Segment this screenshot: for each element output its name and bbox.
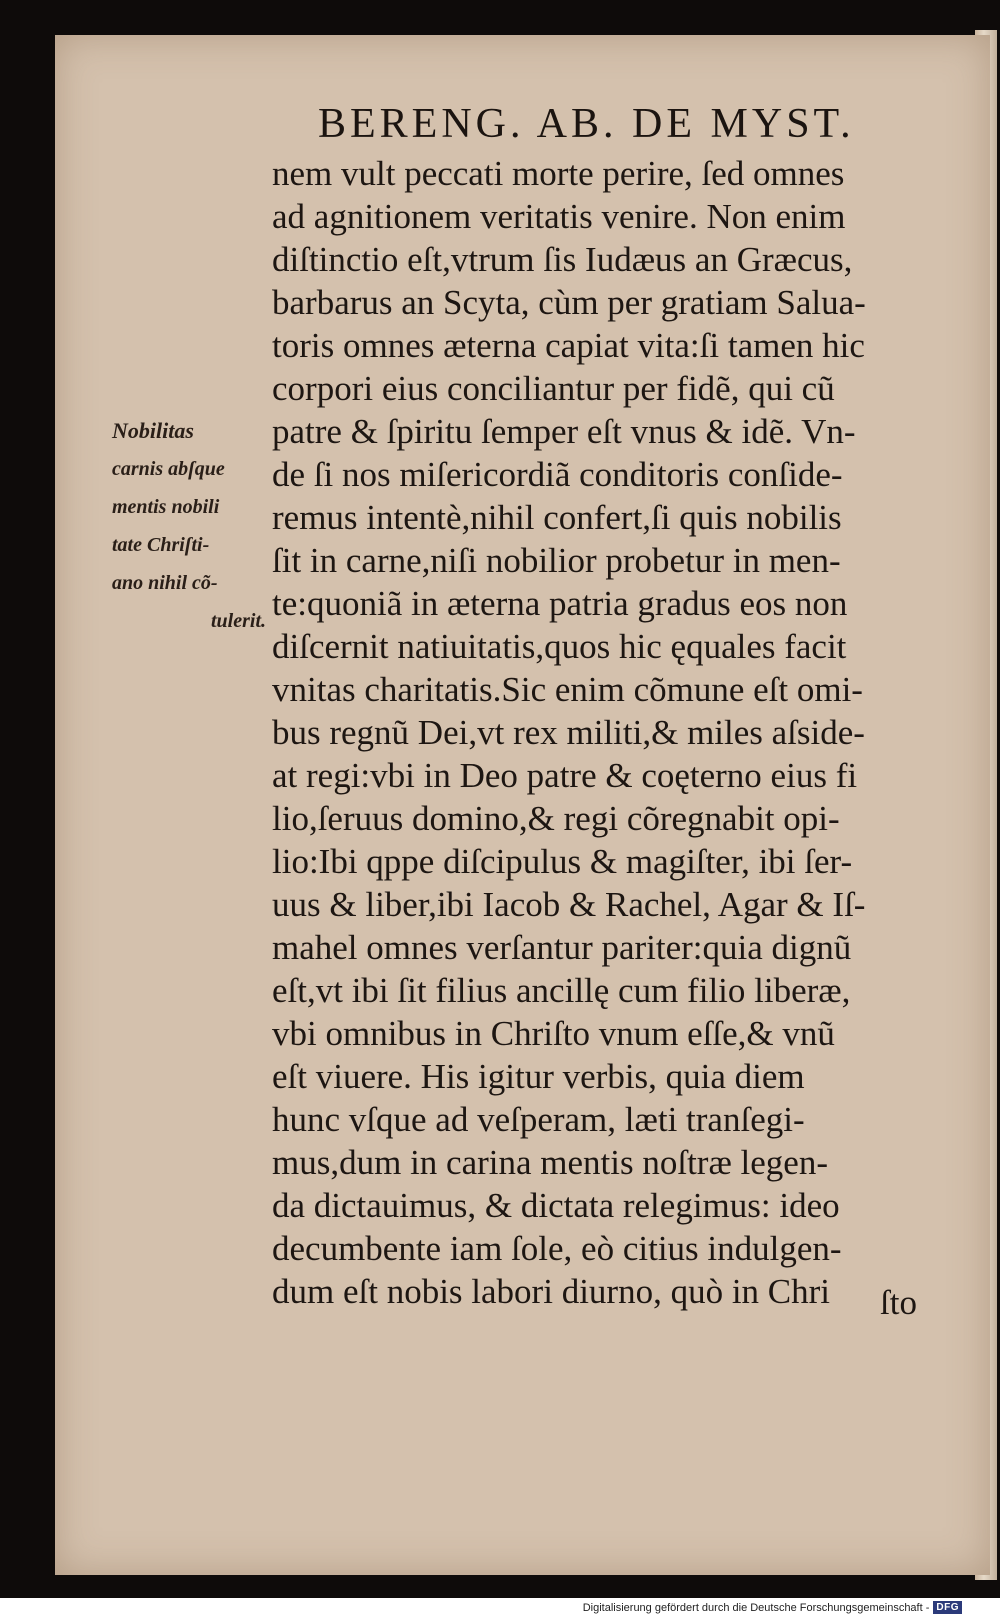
text-line: lio:Ibi qppe diſcipulus & magiſter, ibi ſer- bbox=[272, 842, 853, 881]
text-line: vbi omnibus in Chriſto vnum eſſe,& vnũ bbox=[272, 1014, 835, 1053]
credit-text: Digitalisierung gefördert durch die Deutsche Forschungsgemeinschaft - bbox=[582, 1601, 930, 1614]
text-line: de ſi nos miſericordiã conditoris conſide- bbox=[272, 455, 843, 494]
text-line: decumbente iam ſole, eò citius indulgen- bbox=[272, 1229, 842, 1268]
text-line: da dictauimus, & dictata relegimus: ideo bbox=[272, 1186, 840, 1225]
marginal-line: tate Chriſti- bbox=[112, 534, 210, 556]
text-line: uus & liber,ibi Iacob & Rachel, Agar & Iſ- bbox=[272, 885, 866, 924]
text-line: mus,dum in carina mentis noſtræ legen- bbox=[272, 1143, 829, 1182]
text-line: ad agnitionem veritatis venire. Non enim bbox=[272, 197, 846, 236]
marginal-line: ano nihil cõ- bbox=[112, 572, 218, 594]
text-line: diſcernit natiuitatis,quos hic ęquales facit bbox=[272, 627, 847, 666]
text-line: eſt viuere. His igitur verbis, quia diem bbox=[272, 1057, 805, 1096]
text-line: patre & ſpiritu ſemper eſt vnus & idẽ. Vn- bbox=[272, 412, 856, 451]
text-line: diſtinctio eſt,vtrum ſis Iudæus an Græcus, bbox=[272, 240, 853, 279]
text-line: lio,ſeruus domino,& regi cõregnabit opi- bbox=[272, 799, 840, 838]
marginal-line: carnis abſque bbox=[112, 458, 225, 480]
marginal-line: mentis nobili bbox=[112, 496, 220, 518]
text-line: toris omnes æterna capiat vita:ſi tamen hic bbox=[272, 326, 865, 365]
marginal-line: tulerit. bbox=[210, 610, 266, 632]
marginal-line: Nobilitas bbox=[112, 418, 194, 443]
catchword: ſto bbox=[880, 1283, 917, 1322]
text-line: dum eſt nobis labori diurno, quò in Chri bbox=[272, 1272, 831, 1311]
digitization-credit bbox=[583, 1601, 962, 1614]
text-line: te:quoniã in æterna patria gradus eos non bbox=[272, 584, 848, 623]
text-line: vnitas charitatis.Sic enim cõmune eſt omi- bbox=[272, 670, 863, 709]
text-line: remus intentè,nihil confert,ſi quis nobilis bbox=[272, 498, 842, 537]
body-text bbox=[272, 152, 932, 1313]
text-line: barbarus an Scyta, cùm per gratiam Salua- bbox=[272, 283, 866, 322]
text-line: mahel omnes verſantur pariter:quia dignũ bbox=[272, 928, 852, 967]
text-line: ſit in carne,niſi nobilior probetur in men- bbox=[272, 541, 841, 580]
text-line: nem vult peccati morte perire, ſed omnes bbox=[272, 154, 845, 193]
running-head: BERENG. AB. DE MYST. bbox=[318, 101, 855, 147]
text-line: bus regnũ Dei,vt rex militi,& miles aſside- bbox=[272, 713, 865, 752]
dfg-logo-icon: DFG bbox=[933, 1601, 962, 1614]
text-line: corpori eius conciliantur per fidẽ, qui cũ bbox=[272, 369, 835, 408]
text-line: at regi:vbi in Deo patre & coęterno eius fi bbox=[272, 756, 858, 795]
text-line: eſt,vt ibi ſit filius ancillę cum filio liberæ, bbox=[272, 971, 851, 1010]
text-line: hunc vſque ad veſperam, læti tranſegi- bbox=[272, 1100, 805, 1139]
marginal-note bbox=[112, 412, 272, 640]
